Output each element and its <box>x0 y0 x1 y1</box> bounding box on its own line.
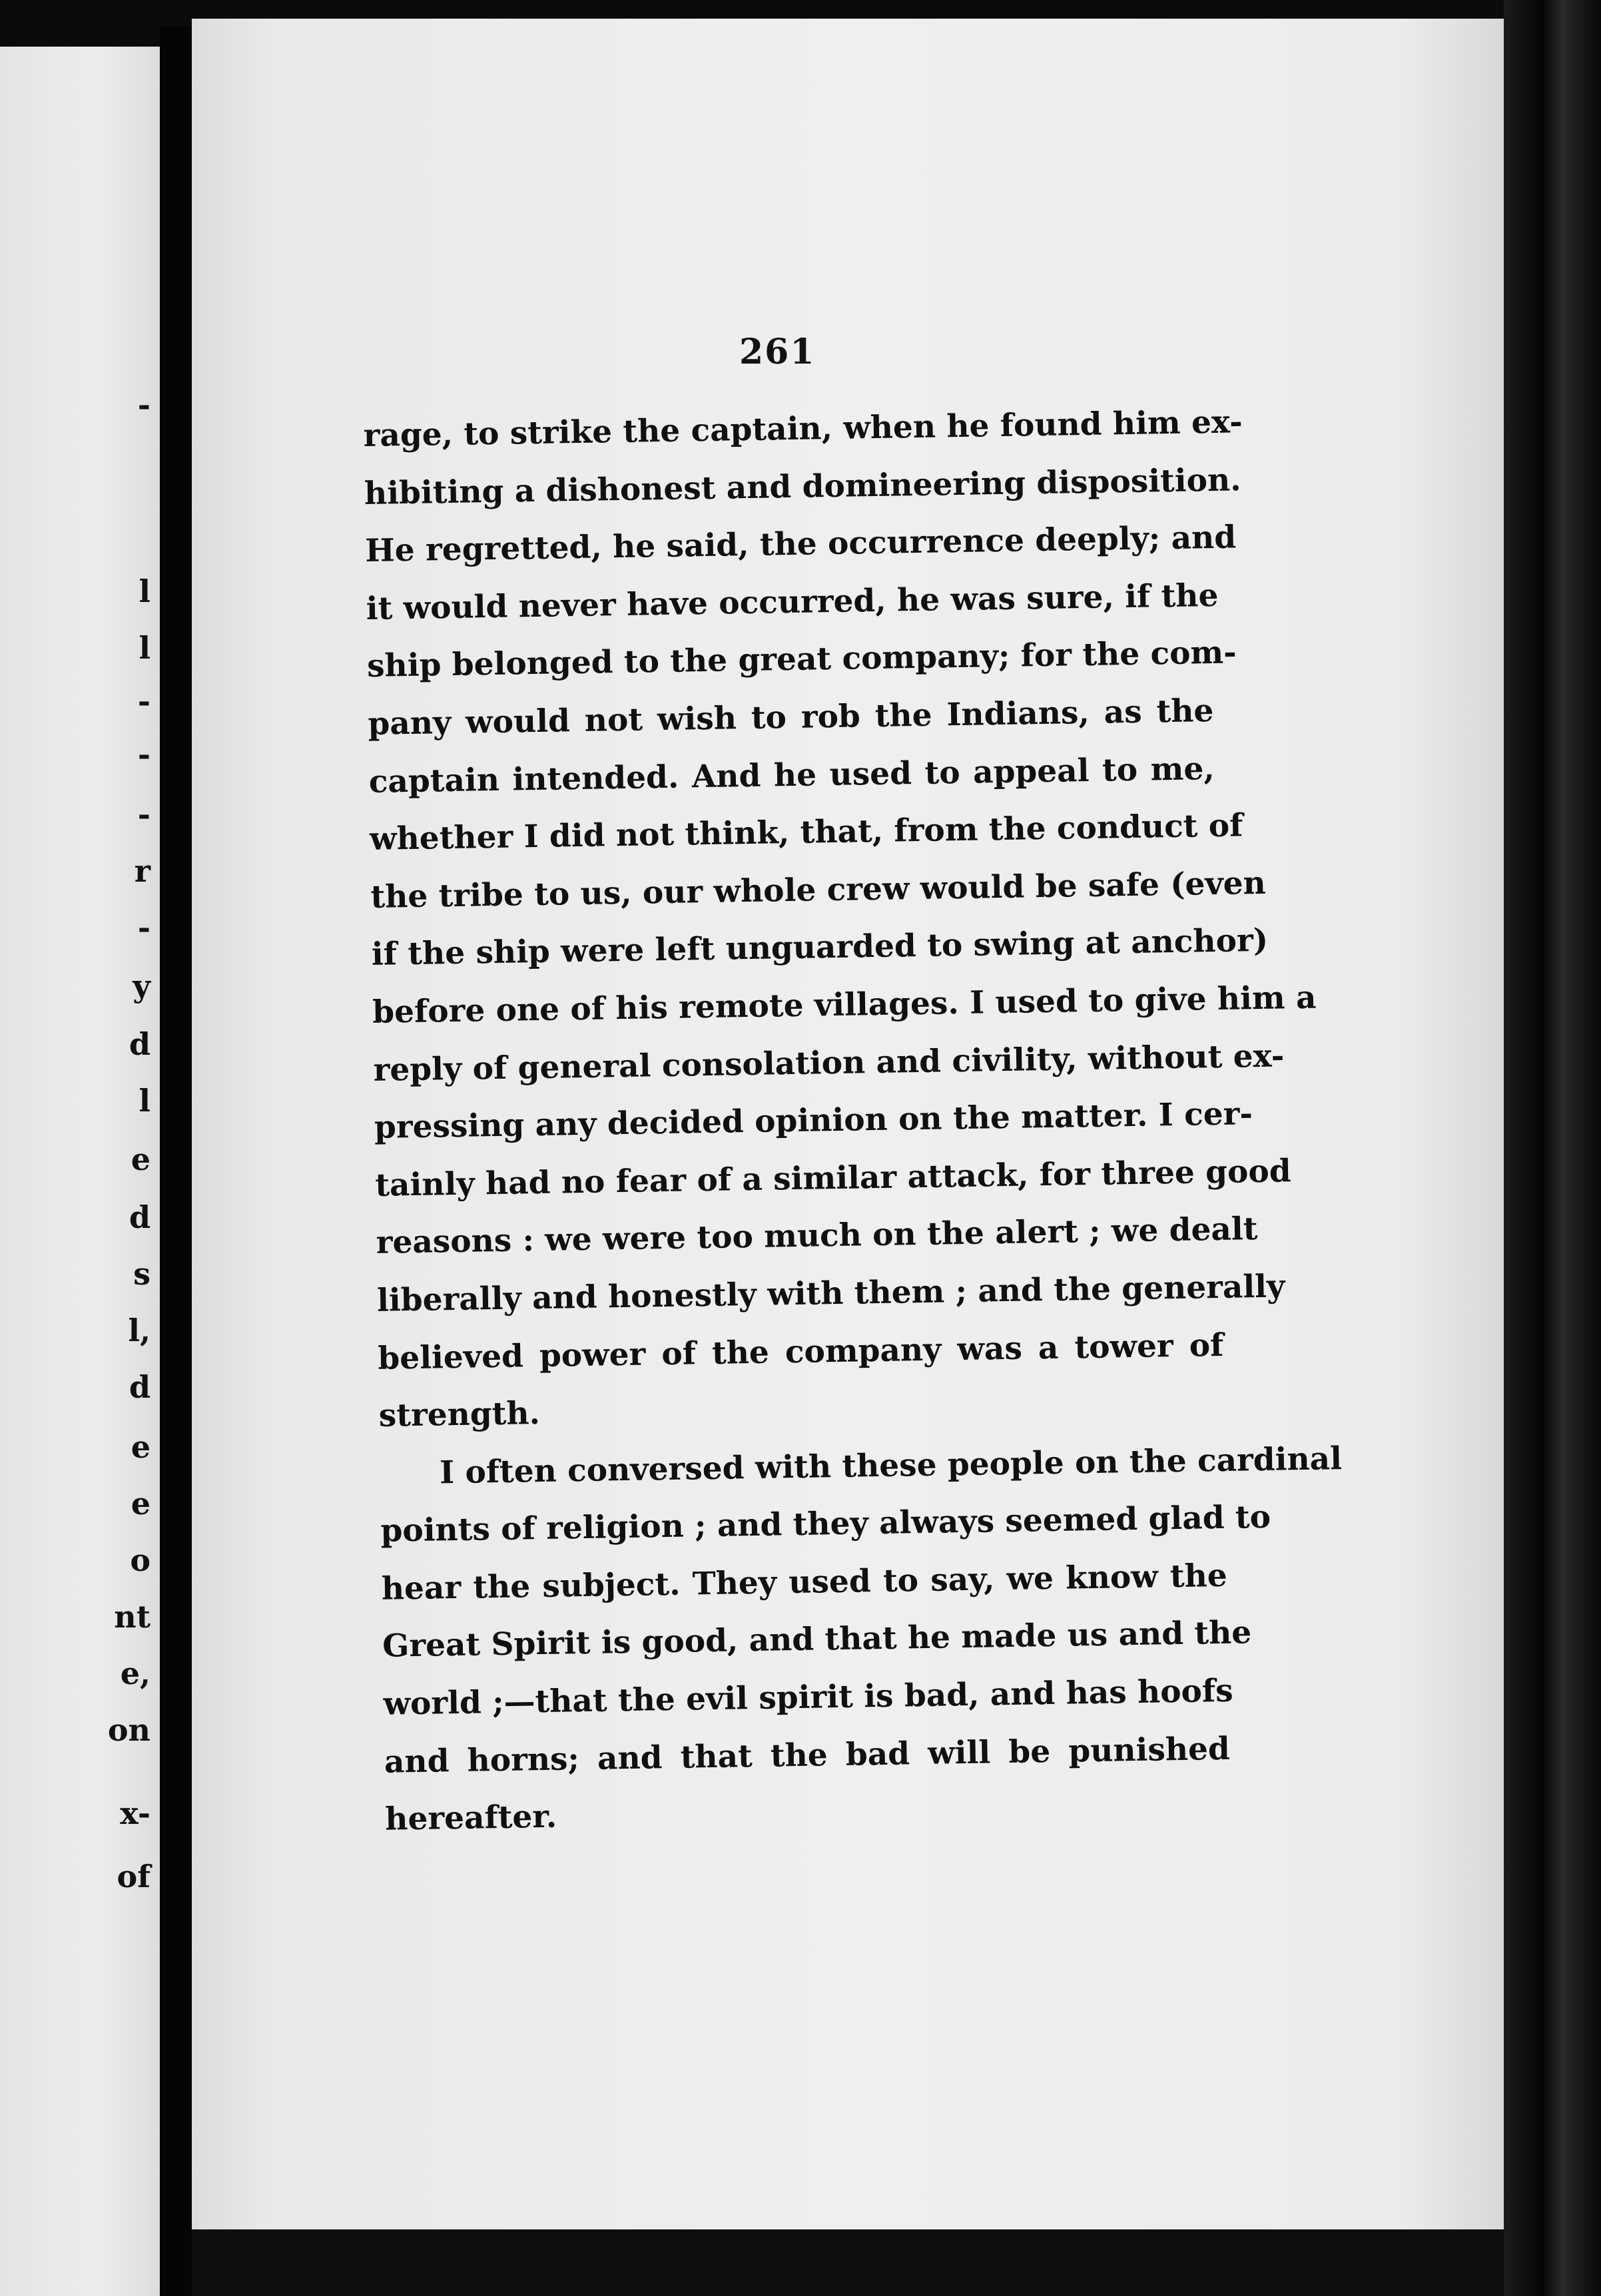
margin-fragment: l, <box>128 1312 151 1348</box>
margin-fragment: l <box>139 630 151 666</box>
book-gutter <box>160 27 192 2296</box>
margin-fragment: - <box>137 387 151 423</box>
text-line: before one of his remote villages. I used to give him a <box>372 979 1317 1031</box>
page-bottom-shadow <box>192 2229 1504 2296</box>
margin-fragment: d <box>129 1026 151 1062</box>
text-line: believed power of the company was a tower of <box>377 1326 1224 1377</box>
text-line: captain intended. And he used to appeal to me, <box>368 750 1215 800</box>
text-line: hear the subject. They used to say, we know the <box>381 1557 1228 1607</box>
previous-page-margin-text <box>107 47 151 2296</box>
margin-fragment: s <box>133 1256 151 1292</box>
text-line: pressing any decided opinion on the matter. I cer- <box>374 1095 1253 1146</box>
text-line: hereafter. <box>384 1798 557 1838</box>
text-line: I often conversed with these people on the cardinal <box>439 1440 1343 1492</box>
text-line: Great Spirit is good, and that he made us and the <box>382 1614 1252 1665</box>
text-line: ship belonged to the great company; for the com- <box>366 634 1237 685</box>
margin-fragment: nt <box>114 1599 151 1635</box>
margin-fragment: on <box>107 1712 151 1748</box>
text-line: if the ship were left unguarded to swing at anchor) <box>371 922 1269 974</box>
text-line: reply of general consolation and civility, without ex- <box>373 1037 1285 1089</box>
paragraph <box>379 1432 1343 1849</box>
book-right-edge <box>1504 0 1601 2296</box>
text-line: He regretted, he said, the occurrence deeply; and <box>364 519 1237 570</box>
margin-fragment: o <box>130 1542 151 1578</box>
previous-page <box>0 47 160 2296</box>
text-line: pany would not wish to rob the Indians, as the <box>368 692 1214 742</box>
text-line: liberally and honestly with them ; and the generally <box>376 1268 1285 1319</box>
text-line: whether I did not think, that, from the conduct of <box>369 807 1243 858</box>
text-line: hibiting a dishonest and domineering disposition. <box>364 461 1241 512</box>
margin-fragment: e <box>131 1141 151 1177</box>
margin-fragment: d <box>129 1369 151 1405</box>
margin-fragment: e <box>131 1429 151 1465</box>
text-line: reasons : we were too much on the alert ; we dealt <box>376 1211 1258 1262</box>
text-line: tainly had no fear of a similar attack, for three good <box>374 1152 1292 1204</box>
margin-fragment: x- <box>120 1795 151 1831</box>
margin-fragment: - <box>137 736 151 772</box>
page-number: 261 <box>739 332 816 372</box>
text-line: and horns; and that the bad will be punished <box>384 1730 1231 1781</box>
margin-fragment: d <box>129 1199 151 1235</box>
margin-fragment: y <box>133 968 151 1004</box>
margin-fragment: of <box>117 1859 151 1894</box>
page-body-text <box>363 394 1343 1849</box>
margin-fragment: - <box>137 683 151 719</box>
margin-fragment: l <box>139 573 151 609</box>
paragraph <box>363 394 1317 1445</box>
margin-fragment: - <box>137 910 151 946</box>
text-line: strength. <box>378 1395 541 1434</box>
text-line: it would never have occurred, he was sure, if the <box>366 577 1219 627</box>
text-line: rage, to strike the captain, when he found him ex- <box>363 404 1243 454</box>
text-line: points of religion ; and they always seemed glad to <box>380 1499 1271 1550</box>
text-line: world ;—that the evil spirit is bad, and has hoofs <box>383 1672 1234 1723</box>
margin-fragment: e <box>131 1486 151 1522</box>
margin-fragment: r <box>134 853 151 889</box>
text-line: the tribe to us, our whole crew would be safe (even <box>370 864 1267 916</box>
margin-fragment: e, <box>120 1655 151 1691</box>
margin-fragment: l <box>139 1083 151 1119</box>
margin-fragment: - <box>137 796 151 832</box>
